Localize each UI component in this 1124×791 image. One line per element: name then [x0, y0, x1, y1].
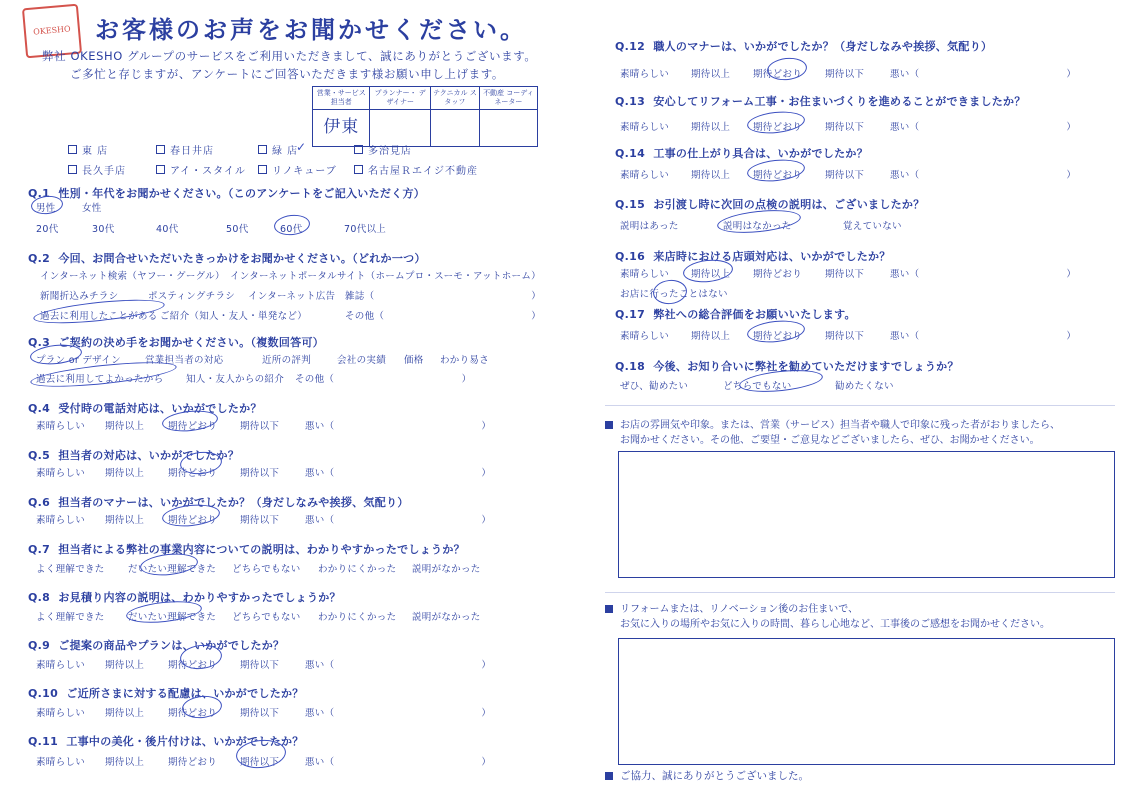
staff-header-planner: プランナー・ デザイナー: [370, 87, 431, 110]
question-label-q8: Q.8 お見積り内容の説明は、わかりやすかったでしょうか？: [28, 591, 341, 604]
option-q3-reputation[interactable]: 近所の評判: [262, 355, 312, 366]
option-q16-asexpected[interactable]: 期待どおり: [753, 269, 803, 280]
option-q3-track-record[interactable]: 会社の実績: [337, 355, 387, 366]
shop-checkbox-midori[interactable]: 緑 店: [258, 142, 344, 157]
option-q6-excellent[interactable]: 素晴らしい: [36, 515, 86, 526]
page-title: お客様のお声をお聞かせください。: [95, 15, 527, 44]
thanks-message: ご協力、誠にありがとうございました。: [605, 768, 809, 783]
option-q16-above[interactable]: 期待以上: [691, 269, 731, 280]
square-bullet-icon: [605, 605, 613, 613]
free-section-2-label: リフォームまたは、リノベーション後のお住まいで、 お気に入りの場所やお気に入りの時間、暮らし心地など、工事後のご感想をお聞かせください。: [605, 602, 1117, 632]
option-q17-bad[interactable]: 悪い（ ）: [890, 331, 1077, 342]
option-q9-below[interactable]: 期待以下: [240, 660, 280, 671]
company-stamp: OKESHO: [22, 4, 82, 59]
checkbox-icon: [354, 165, 363, 174]
option-q3-clarity[interactable]: わかり易さ: [440, 355, 490, 366]
option-q9-above[interactable]: 期待以上: [105, 660, 145, 671]
option-q11-below[interactable]: 期待以下: [240, 757, 280, 768]
option-q3-other[interactable]: その他（ ）: [295, 374, 472, 385]
checkbox-icon: [68, 165, 77, 174]
option-q1-40s[interactable]: 40代: [156, 224, 179, 235]
option-q7-hard[interactable]: わかりにくかった: [318, 564, 397, 575]
option-q12-excellent[interactable]: 素晴らしい: [620, 69, 670, 80]
question-label-q3: Q.3 ご契約の決め手をお聞かせください。（複数回答可）: [28, 336, 325, 349]
option-q5-excellent[interactable]: 素晴らしい: [36, 468, 86, 479]
lead-line-1: 弊社 OKESHO グループのサービスをご利用いただきまして、誠にありがとうございます。: [42, 49, 537, 63]
option-q10-below[interactable]: 期待以下: [240, 708, 280, 719]
option-q1-female[interactable]: 女性: [82, 203, 102, 214]
option-q7-neutral[interactable]: どちらでもない: [232, 564, 301, 575]
option-q1-70plus[interactable]: 70代以上: [344, 224, 387, 235]
question-label-q12: Q.12 職人のマナーは、いかがでしたか？（身だしなみや挨拶、気配り）: [615, 40, 993, 53]
divider-1: [605, 405, 1115, 406]
option-q8-neutral[interactable]: どちらでもない: [232, 612, 301, 623]
checkbox-icon: [258, 165, 267, 174]
option-q11-asexpected[interactable]: 期待どおり: [168, 757, 218, 768]
option-q14-asexpected[interactable]: 期待どおり: [753, 170, 803, 181]
option-q2-used-before[interactable]: 過去に利用したことがある: [40, 311, 158, 322]
option-q3-used-before-good[interactable]: 過去に利用してよかったから: [36, 374, 164, 385]
option-q10-above[interactable]: 期待以上: [105, 708, 145, 719]
free-comment-input-1[interactable]: [618, 451, 1115, 578]
option-q5-asexpected[interactable]: 期待どおり: [168, 468, 218, 479]
option-q15-not-explained[interactable]: 説明はなかった: [723, 221, 792, 232]
option-q18-definitely[interactable]: ぜひ、勧めたい: [620, 381, 689, 392]
checkbox-icon: [156, 165, 165, 174]
question-label-q6: Q.6 担当者のマナーは、いかがでしたか？（身だしなみや挨拶、気配り）: [28, 496, 409, 509]
option-q18-no[interactable]: 勧めたくない: [835, 381, 894, 392]
option-q6-below[interactable]: 期待以下: [240, 515, 280, 526]
option-q15-dont-remember[interactable]: 覚えていない: [843, 221, 902, 232]
staff-value-realestate[interactable]: [479, 110, 537, 147]
option-q4-below[interactable]: 期待以下: [240, 421, 280, 432]
shop-checkbox-istyle[interactable]: アイ・スタイル: [156, 162, 248, 177]
lead-line-2: ご多忙と存じますが、アンケートにご回答いただきます様お願い申し上げます。: [70, 67, 504, 81]
staff-value-sales[interactable]: 伊東: [313, 110, 370, 147]
question-label-q2: Q.2 今回、お問合せいただいたきっかけをお聞かせください。（どれか一つ）: [28, 252, 426, 265]
option-q2-portal[interactable]: インターネットポータルサイト（ホームプロ・スーモ・アットホーム）: [230, 271, 541, 282]
option-q2-newspaper-flyer[interactable]: 新聞折込みチラシ: [40, 291, 119, 302]
option-q3-price[interactable]: 価格: [404, 355, 424, 366]
shop-row-2: [68, 162, 528, 177]
option-q9-bad[interactable]: 悪い（ ）: [305, 660, 492, 671]
option-q17-below[interactable]: 期待以下: [825, 331, 865, 342]
option-q3-sales-response[interactable]: 営業担当者の対応: [145, 355, 224, 366]
option-q6-above[interactable]: 期待以上: [105, 515, 145, 526]
question-label-q10: Q.10 ご近所さまに対する配慮は、いかがでしたか？: [28, 687, 304, 700]
option-q14-bad[interactable]: 悪い（ ）: [890, 170, 1077, 181]
option-q15-explained[interactable]: 説明はあった: [620, 221, 679, 232]
option-q10-bad[interactable]: 悪い（ ）: [305, 708, 492, 719]
checkbox-icon: [156, 145, 165, 154]
shop-checkbox-kasugai[interactable]: 春日井店: [156, 142, 248, 157]
option-q14-above[interactable]: 期待以上: [691, 170, 731, 181]
question-label-q1: Q.1 性別・年代をお聞かせください。（このアンケートをご記入いただく方）: [28, 187, 426, 200]
option-q17-asexpected[interactable]: 期待どおり: [753, 331, 803, 342]
staff-value-planner[interactable]: [370, 110, 431, 147]
option-q12-bad[interactable]: 悪い（ ）: [890, 69, 1077, 80]
option-q16-below[interactable]: 期待以下: [825, 269, 865, 280]
question-label-q13: Q.13 安心してリフォーム工事・お住まいづくりを進めることができましたか？: [615, 95, 1026, 108]
option-q9-excellent[interactable]: 素晴らしい: [36, 660, 86, 671]
checkbox-icon: [258, 145, 267, 154]
option-q10-excellent[interactable]: 素晴らしい: [36, 708, 86, 719]
staff-table: [312, 86, 538, 147]
option-q4-bad[interactable]: 悪い（ ）: [305, 421, 492, 432]
free-comment-input-2[interactable]: [618, 638, 1115, 765]
option-q17-above[interactable]: 期待以上: [691, 331, 731, 342]
option-q10-asexpected[interactable]: 期待どおり: [168, 708, 218, 719]
question-label-q15: Q.15 お引渡し時に次回の点検の説明は、ございましたか？: [615, 198, 925, 211]
option-q2-internet-ad[interactable]: インターネット広告: [248, 291, 336, 302]
option-q16-excellent[interactable]: 素晴らしい: [620, 269, 670, 280]
shop-checkbox-tajimi[interactable]: 多治見店: [354, 142, 412, 157]
option-q17-excellent[interactable]: 素晴らしい: [620, 331, 670, 342]
shop-checkbox-nagoya-rage[interactable]: 名古屋Ｒエイジ不動産: [354, 162, 478, 177]
option-q1-60s[interactable]: 60代: [280, 224, 303, 235]
option-q7-understood-well[interactable]: よく理解できた: [36, 564, 105, 575]
right-column: [595, 0, 1124, 791]
option-q5-above[interactable]: 期待以上: [105, 468, 145, 479]
staff-header-realestate: 不動産 コーディネーター: [479, 87, 537, 110]
option-q13-asexpected[interactable]: 期待どおり: [753, 122, 803, 133]
option-q12-above[interactable]: 期待以上: [691, 69, 731, 80]
shop-checkbox-nagakute[interactable]: 長久手店: [68, 162, 146, 177]
question-label-q9: Q.9 ご提案の商品やプランは、いかがでしたか？: [28, 639, 285, 652]
staff-header-sales: 営業・サービス 担当者: [313, 87, 370, 110]
question-label-q14: Q.14 工事の仕上がり具合は、いかがでしたか？: [615, 147, 869, 160]
option-q1-male[interactable]: 男性: [36, 203, 56, 214]
square-bullet-icon: [605, 772, 613, 780]
option-q2-magazine[interactable]: 雑誌（ ）: [345, 291, 542, 302]
question-label-q16: Q.16 来店時における店頭対応は、いかがでしたか？: [615, 250, 891, 263]
option-q8-understood-mostly[interactable]: だいたい理解できた: [128, 612, 217, 623]
option-q11-above[interactable]: 期待以上: [105, 757, 145, 768]
option-q2-other[interactable]: その他（ ）: [345, 311, 542, 322]
question-label-q17: Q.17 弊社への総合評価をお願いいたします。: [615, 308, 856, 321]
option-q9-asexpected[interactable]: 期待どおり: [168, 660, 218, 671]
option-q8-understood-well[interactable]: よく理解できた: [36, 612, 105, 623]
option-q11-bad[interactable]: 悪い（ ）: [305, 757, 492, 768]
shop-checkbox-higashi[interactable]: 東 店: [68, 142, 146, 157]
free-section-1-label: お店の雰囲気や印象。または、営業（サービス）担当者や職人で印象に残った者がおりましたら、 お聞かせください。その他、ご要望・ご意見などございましたら、ぜひ、お聞かせください。: [605, 418, 1117, 448]
option-q4-excellent[interactable]: 素晴らしい: [36, 421, 86, 432]
checkbox-icon: [354, 145, 363, 154]
option-q1-50s[interactable]: 50代: [226, 224, 249, 235]
option-q6-asexpected[interactable]: 期待どおり: [168, 515, 218, 526]
question-label-q11: Q.11 工事中の美化・後片付けは、いかがでしたか？: [28, 735, 304, 748]
divider-2: [605, 592, 1115, 593]
option-q14-below[interactable]: 期待以下: [825, 170, 865, 181]
question-label-q7: Q.7 担当者による弊社の事業内容についての説明は、わかりやすかったでしょうか？: [28, 543, 465, 556]
option-q5-below[interactable]: 期待以下: [240, 468, 280, 479]
option-q1-20s[interactable]: 20代: [36, 224, 59, 235]
option-q2-posting-flyer[interactable]: ポスティングチラシ: [148, 291, 236, 302]
option-q8-noexplanation[interactable]: 説明がなかった: [412, 612, 481, 623]
option-q11-excellent[interactable]: 素晴らしい: [36, 757, 86, 768]
question-label-q18: Q.18 今後、お知り合いに弊社を勧めていただけますでしょうか？: [615, 360, 959, 373]
option-q18-neutral[interactable]: どちらでもない: [723, 381, 792, 392]
checkmark-icon-tajimi: ✓: [296, 140, 307, 154]
option-q5-bad[interactable]: 悪い（ ）: [305, 468, 492, 479]
option-q16-bad[interactable]: 悪い（ ）: [890, 269, 1077, 280]
option-q13-bad[interactable]: 悪い（ ）: [890, 122, 1077, 133]
square-bullet-icon: [605, 421, 613, 429]
option-q16-never-visited[interactable]: お店に行ったことはない: [620, 289, 728, 300]
option-q6-bad[interactable]: 悪い（ ）: [305, 515, 492, 526]
option-q7-noexplanation[interactable]: 説明がなかった: [412, 564, 481, 575]
checkbox-icon: [68, 145, 77, 154]
option-q8-hard[interactable]: わかりにくかった: [318, 612, 397, 623]
option-q13-above[interactable]: 期待以上: [691, 122, 731, 133]
option-q12-below[interactable]: 期待以下: [825, 69, 865, 80]
option-q12-asexpected[interactable]: 期待どおり: [753, 69, 803, 80]
option-q14-excellent[interactable]: 素晴らしい: [620, 170, 670, 181]
option-q3-friend-referral[interactable]: 知人・友人からの紹介: [186, 374, 285, 385]
option-q13-excellent[interactable]: 素晴らしい: [620, 122, 670, 133]
option-q3-plan-design[interactable]: プラン or デザイン: [36, 355, 121, 366]
staff-header-technical: テクニカル スタッフ: [430, 87, 479, 110]
option-q2-referral[interactable]: ご紹介（知人・友人・単発など）: [160, 311, 308, 322]
option-q2-search[interactable]: インターネット検索（ヤフー・グーグル）: [40, 271, 225, 282]
question-label-q5: Q.5 担当者の対応は、いかがでしたか？: [28, 449, 240, 462]
option-q4-above[interactable]: 期待以上: [105, 421, 145, 432]
option-q7-understood-mostly[interactable]: だいたい理解できた: [128, 564, 217, 575]
shop-checkbox-renocube[interactable]: リノキューブ: [258, 162, 344, 177]
option-q13-below[interactable]: 期待以下: [825, 122, 865, 133]
question-label-q4: Q.4 受付時の電話対応は、いかがでしたか？: [28, 402, 262, 415]
option-q1-30s[interactable]: 30代: [92, 224, 115, 235]
option-q4-asexpected[interactable]: 期待どおり: [168, 421, 218, 432]
staff-value-technical[interactable]: [430, 110, 479, 147]
